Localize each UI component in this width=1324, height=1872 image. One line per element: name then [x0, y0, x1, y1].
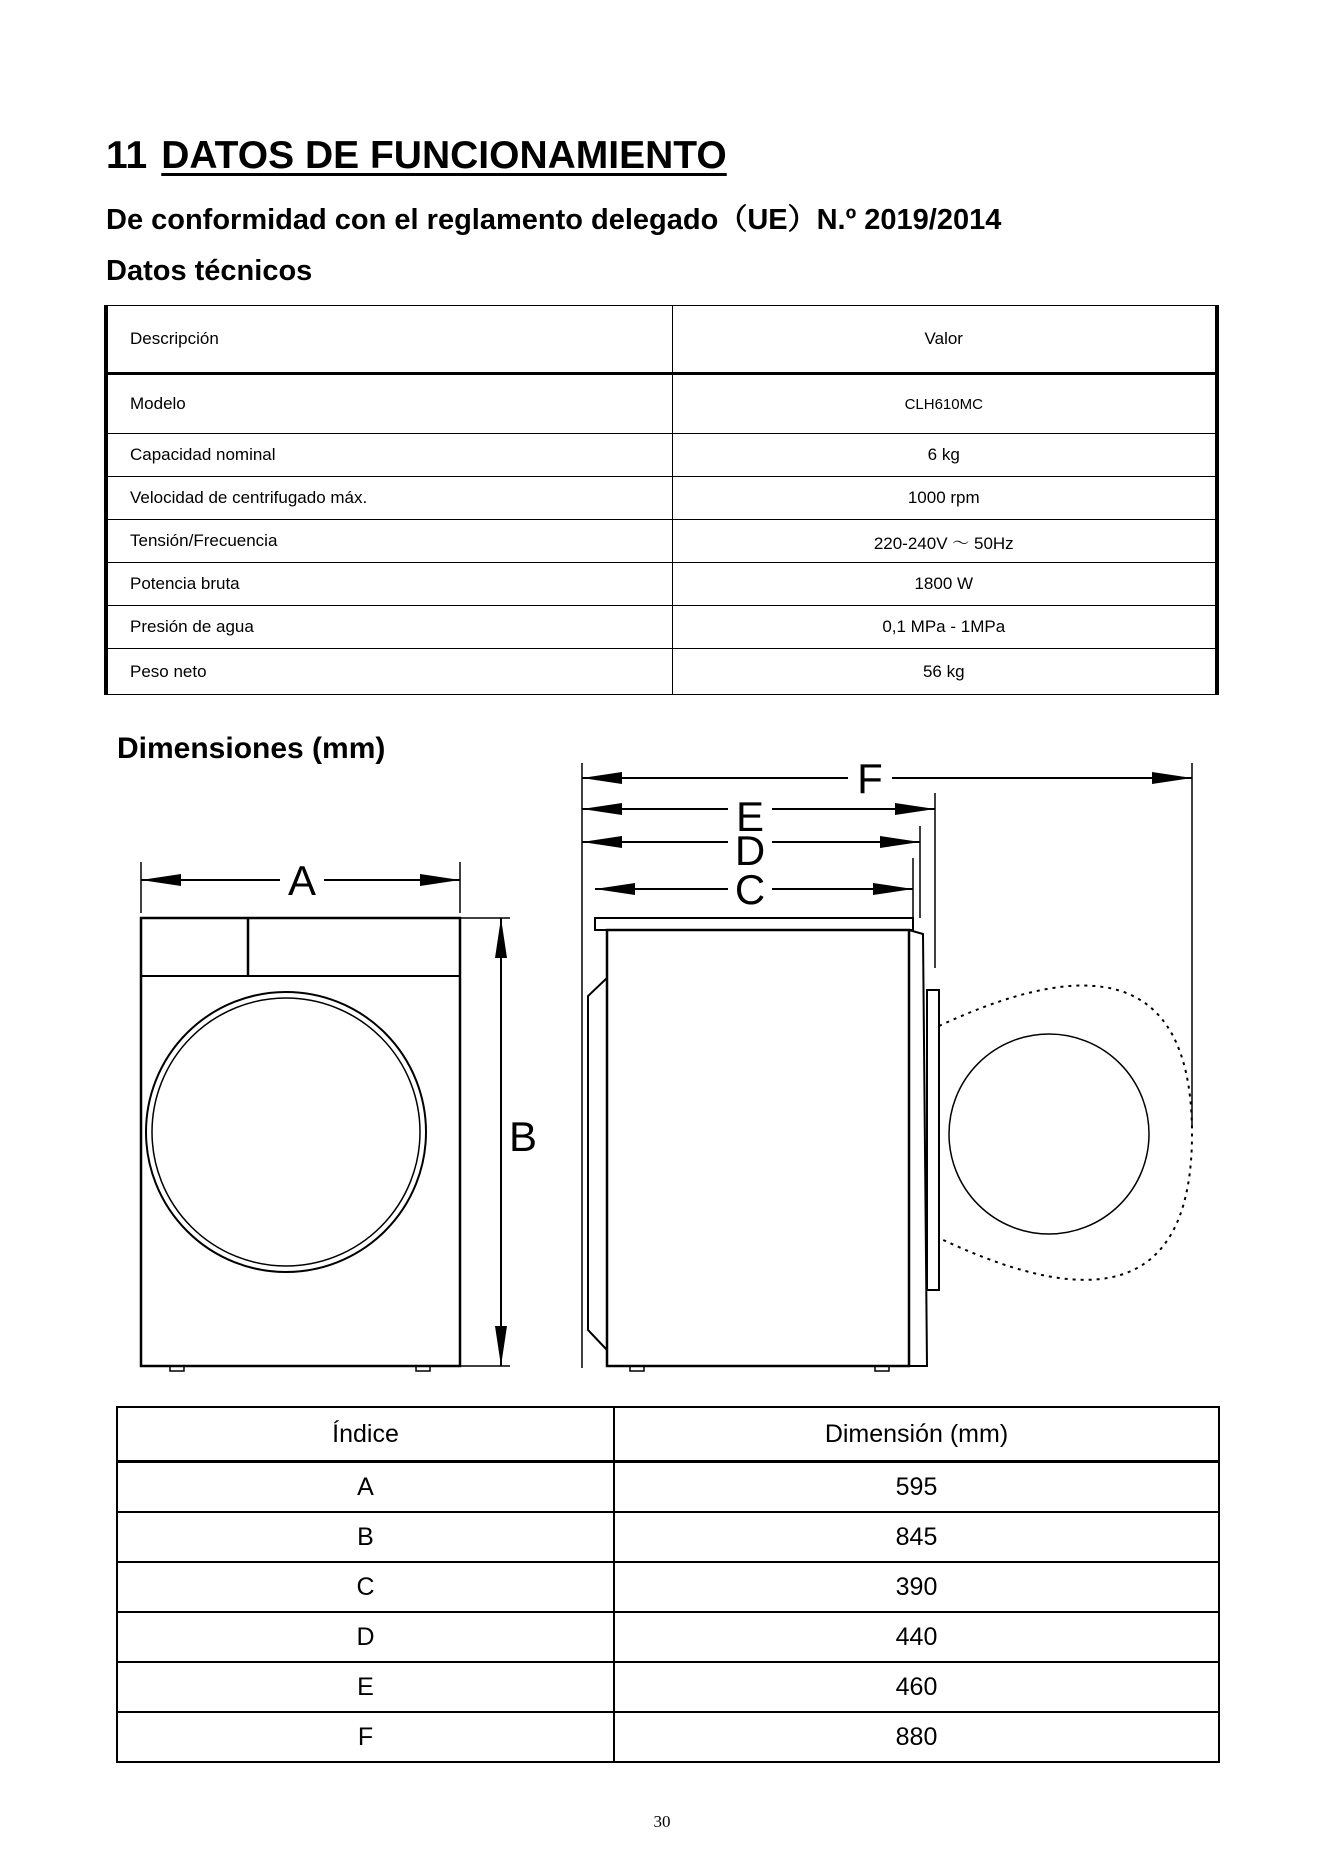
spec-table-header: [106, 306, 1217, 374]
spec-value: 1800 W: [672, 563, 1217, 606]
spec-table: [104, 305, 1219, 695]
table-row: [106, 606, 1217, 649]
spec-label: Presión de agua: [106, 606, 672, 649]
side-view: [582, 763, 1192, 1371]
spec-header-value: Valor: [672, 306, 1217, 374]
dim-table-header: [117, 1407, 1219, 1462]
table-row: [106, 563, 1217, 606]
dimensions-table: [116, 1406, 1220, 1763]
spec-label: Peso neto: [106, 649, 672, 695]
spec-label: Potencia bruta: [106, 563, 672, 606]
table-row: [117, 1712, 1219, 1762]
dim-index: F: [117, 1712, 614, 1762]
spec-label: Modelo: [106, 374, 672, 434]
table-row: [106, 374, 1217, 434]
dim-header-dimension: Dimensión (mm): [614, 1407, 1219, 1462]
table-row: [106, 477, 1217, 520]
spec-label: Velocidad de centrifugado máx.: [106, 477, 672, 520]
table-row: [106, 520, 1217, 563]
dim-value: 390: [614, 1562, 1219, 1612]
spec-value: 220-240V ～ 50Hz: [672, 520, 1217, 563]
table-row: [117, 1662, 1219, 1712]
dimension-d-label: D: [734, 827, 766, 874]
dim-value: 880: [614, 1712, 1219, 1762]
spec-label: Capacidad nominal: [106, 434, 672, 477]
dimension-f-label: F: [857, 758, 883, 802]
dimension-a-label: A: [287, 857, 317, 904]
dim-header-index: Índice: [117, 1407, 614, 1462]
table-row: [117, 1562, 1219, 1612]
page-number: 30: [653, 1812, 671, 1831]
table-row: [117, 1612, 1219, 1662]
tech-data-title: Datos técnicos: [106, 255, 313, 287]
dim-index: C: [117, 1562, 614, 1612]
dim-index: A: [117, 1462, 614, 1513]
spec-value: 1000 rpm: [672, 477, 1217, 520]
front-view: [141, 862, 510, 1371]
spec-value: 0,1 MPa - 1MPa: [672, 606, 1217, 649]
section-number: 11: [106, 134, 148, 177]
spec-value: CLH610MC: [672, 374, 1217, 434]
dim-value: 595: [614, 1462, 1219, 1513]
dimension-b-label: B: [509, 1113, 538, 1160]
table-row: [106, 434, 1217, 477]
spec-label: Tensión/Frecuencia: [106, 520, 672, 563]
dimension-c-label: C: [734, 866, 766, 913]
table-row: [106, 649, 1217, 695]
table-row: [117, 1462, 1219, 1513]
dim-index: D: [117, 1612, 614, 1662]
dimensions-diagram: [130, 758, 1200, 1398]
dim-value: 440: [614, 1612, 1219, 1662]
spec-header-description: Descripción: [106, 306, 672, 374]
section-heading: [106, 134, 727, 178]
table-row: [117, 1512, 1219, 1562]
regulation-subtitle: De conformidad con el reglamento delegado（UE）N.º 2019/2014: [106, 204, 1002, 236]
dimensions-title: Dimensiones (mm): [117, 732, 386, 765]
dim-index: B: [117, 1512, 614, 1562]
section-title: DATOS DE FUNCIONAMIENTO: [161, 134, 727, 177]
dim-value: 845: [614, 1512, 1219, 1562]
spec-value: 56 kg: [672, 649, 1217, 695]
dimension-e-label: E: [735, 793, 765, 840]
dim-index: E: [117, 1662, 614, 1712]
spec-value: 6 kg: [672, 434, 1217, 477]
dim-value: 460: [614, 1662, 1219, 1712]
